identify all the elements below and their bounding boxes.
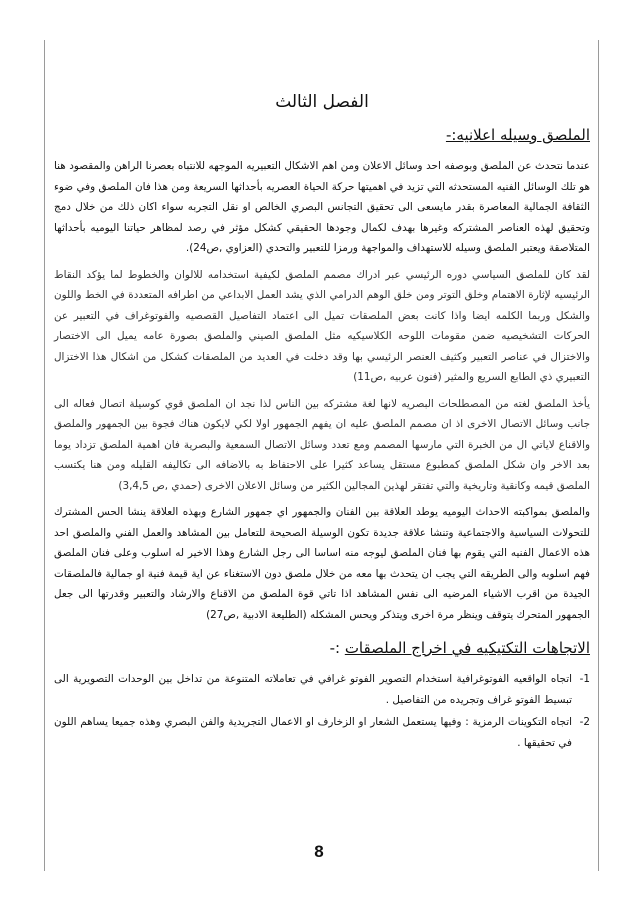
section-heading-poster [54, 126, 590, 144]
paragraph-2: لقد كان للملصق السياسي دوره الرئيسي عبر ادراك مصمم الملصق لكيفية استخدامه للالوان والخطوط لما يؤكد النقاط الرئيسيه لإثارة الاهتمام وخلق التوتر ومن خلق الوهم الدرامي الذي يشد العمل الابداعي من اطرافه المتعددة في الخط واللون والشكل وربما الكلمه ايضا واذا كانت بعض الملصقات تميل الى اعتماد التفاصيل القصصيه والفوتوغراف في التعبير عن الحركات التشخيصيه ضمن مقومات اللوحه الكلاسيكيه مثل الملصق الصيني والملصق بصورة عامه يميل الى الاختصار والاختزال في عناصر التعبير وكثيف العنصر الرئيسي بها وقد دخلت في العديد من الملصقات كشكل من اشكال هذا الاختزال التعبيري ذي الطابع السريع والمثير (فنون عربيه ,ص11) [54, 268, 590, 383]
paragraph-3: يأخذ الملصق لغته من المصطلحات البصريه لانها لغة مشتركه بين الناس لذا نجد ان الملصق قوي كوسيلة اتصال فعاله الى جانب وسائل الاتصال الاخرى اذ ان مصمم الملصق عليه ان يفهم الجمهور اولا لكي لايكون هناك فجوة بين الجمهور والملصق والاقناع لاياتي ال من الخبرة التي مارسها المصمم ومع تعدد وسائل الاتصال السمعية والبصرية فان اهمية الملصق تزداد يوما بعد الاخر وان شكل الملصق كمطبوع مستقل يساعد كثيرا على الاحتفاظ به بالاضافه الى تكاليفه القليله ومن هنا يكتسب الملصق قيمه وكانقية وتاريخية والتي تفتقر لهذين المجالين الكثير من وسائل الاعلان الاخرى (حمدي ,ص 3,4,5) [54, 397, 590, 492]
page-number: 8 [314, 842, 324, 861]
page-border-right [598, 40, 599, 871]
list-item-number: 2- [579, 716, 590, 728]
page-border-left [44, 40, 45, 871]
paragraph-4: والملصق بمواكبته الاحداث اليوميه يوطد العلاقة بين الفنان والجمهور اي جمهور الشارع وبهذه العلاقة ينشا الحس المشترك للتحولات السياسية والاجتماعية وتنشا علاقة جديدة تكون الوسيلة الصحيحة للتعامل بين المشاهد والعمل الفني والملصق احد هذه الاعمال الفنيه التي يقوم بها فنان الملصق ليوجه منه اساسا الى رجل الشارع وهذا الاخير له اسلوب وعلى فنان الملصق فهم اسلوبه والى الطريقه التي يجب ان يتحدث بها معه من خلال ملصق دون الاستغناء عن اية قيمة فنية او جمالية فالملصقات الجيدة من اقرب الاشياء المرضيه الى نفس المشاهد اذا تاتي قوة الملصق من الاقناع والارشاد والتعبير وقدرتها الى جعل الجمهور المتحرك يتوقف وينظر مرة اخرى ويتذكر ويحس المشكله (الطليعة الادبية ,ص27) [54, 506, 590, 621]
section-heading-trends [54, 639, 590, 657]
list-item-number: 1- [579, 673, 590, 685]
section-heading-trends-suffix: :- [329, 639, 345, 657]
document-page [54, 92, 590, 755]
chapter-title: الفصل الثالث [275, 92, 369, 112]
section-heading-trends-text: الاتجاهات التكتيكيه في اخراج الملصقات [344, 639, 590, 657]
list-item-text: اتجاه الواقعيه الفوتوغرافية استخدام التصوير الفوتو غرافي في تعاملاته المتنوعة من تداخل بين الوحدات التصويرية الى تبسيط الفوتو غراف وتجريده من التفاصيل . [54, 673, 572, 706]
paragraph-1: عندما نتحدث عن الملصق وبوصفه احد وسائل الاعلان ومن اهم الاشكال التعبيريه الموجهه للانتباه بعصرنا الراهن والمقصود هنا هو تلك الوسائل الفنيه المستحدثه التي تزيد في اهميتها حركة الحياة العصريه بأحداثها السريعة ومن هذا فان الملصق وفي ضوء الثقافة الجمالية المعاصرة بقدر مايسعى الى تحقيق التجانس البصري الخالص او نقل التجربه سواء اكان ذلك من خلال دمج وتحقيق لهذه العناصر المشتركه وغيرها بهدف لكمال وجودها الحقيقي كشكل مؤثر في رصد لمظاهر حياتنا اليوميه بأحداثها المتلاصقة ويعتبر الملصق وسيله للاستهداف والمواجهة ورمزا للتعبير والتحدي (العزاوي ,ص24). [54, 160, 590, 254]
section-heading-poster-text: الملصق وسيله اعلانيه:- [445, 126, 590, 144]
list-item-text: اتجاه التكوينات الرمزية : وفيها يستعمل الشعار او الزخارف او الاعمال التجريدية والفن البصري وهذه جميعا يساهم اللون في تحقيقها . [54, 716, 572, 749]
list-item [54, 712, 590, 753]
list-item [54, 669, 590, 710]
